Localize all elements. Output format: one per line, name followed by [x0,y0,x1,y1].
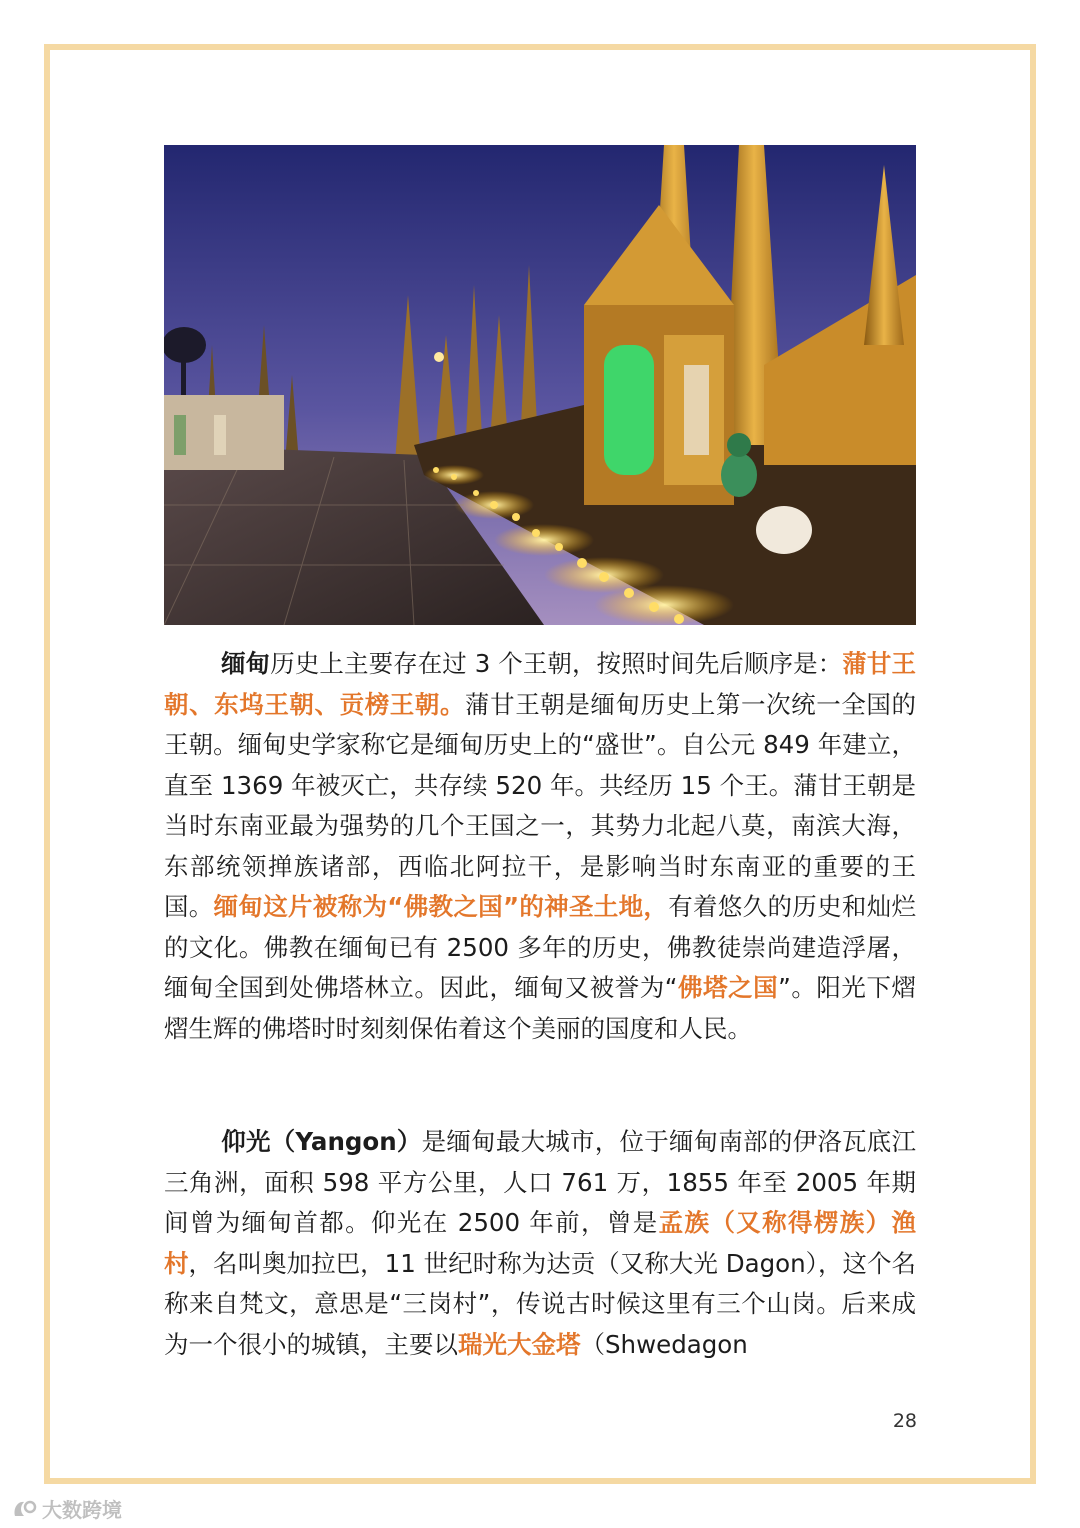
term-burma: 缅甸 [221,649,271,678]
highlight-pagoda-country: 佛塔之国 [677,973,779,1002]
highlight-shwedagon: 瑞光大金塔 [458,1329,581,1359]
paragraph-yangon [164,1122,916,1365]
watermark [12,1494,122,1523]
paragraph-burma-history [164,644,916,1049]
highlight-dynasties: 蒲甘王朝、东坞王朝、贡榜王朝。 [164,649,917,719]
watermark-text: 大数跨境 [42,1498,122,1522]
para2-text-1: 是缅甸最大城市，位于缅甸南部的伊洛瓦底江三角洲，面积 598 平方公里，人口 761 万，1855 年至 2005 年期间曾为缅甸首都。仰光在 2500 年前，曾是 [164,1127,917,1237]
page-number: 28 [892,1410,917,1432]
para2-text-2: ，名叫奥加拉巴，11 世纪时称为达贡（又称大光 Dagon），这个名称来自梵文，意思是“三岗村”，传说古时候这里有三个山岗。后来成为一个很小的城镇，主要以 [164,1248,917,1359]
pagoda-illustration [164,145,916,625]
para1-text-2: 蒲甘王朝是缅甸历史上第一次统一全国的王朝。缅甸史学家称它是缅甸历史上的“盛世”。自公元 849 年建立，直至 1369 年被灭亡，共存续 520 年。共经历 15 个王。蒲甘王朝是当时东南亚最为强势的几个王国之一，其势力北起八莫，南滨大海，东部统领掸族诸部，西临北阿拉干，是影响当时东南亚的重要的王国。 [164,689,917,921]
para1-text-4: ”。阳光下熠熠生辉的佛塔时时刻刻保佑着这个美丽的国度和人民。 [164,973,916,1043]
highlight-mon-village: 孟族（又称得楞族）渔村 [164,1208,916,1278]
para2-text-3: （Shwedagon [580,1329,748,1359]
term-yangon: 仰光（Yangon） [221,1127,422,1156]
pagoda-photo [164,145,916,625]
highlight-buddhist-land: 缅甸这片被称为“佛教之国”的神圣土地， [213,892,669,921]
watermark-logo-icon [12,1498,38,1520]
para1-text-3: 有着悠久的历史和灿烂的文化。佛教在缅甸已有 2500 多年的历史，佛教徒崇尚建造浮屠，缅甸全国到处佛塔林立。因此，缅甸又被誉为“ [164,892,917,1002]
para1-text-1: 历史上主要存在过 3 个王朝，按照时间先后顺序是： [270,649,843,678]
